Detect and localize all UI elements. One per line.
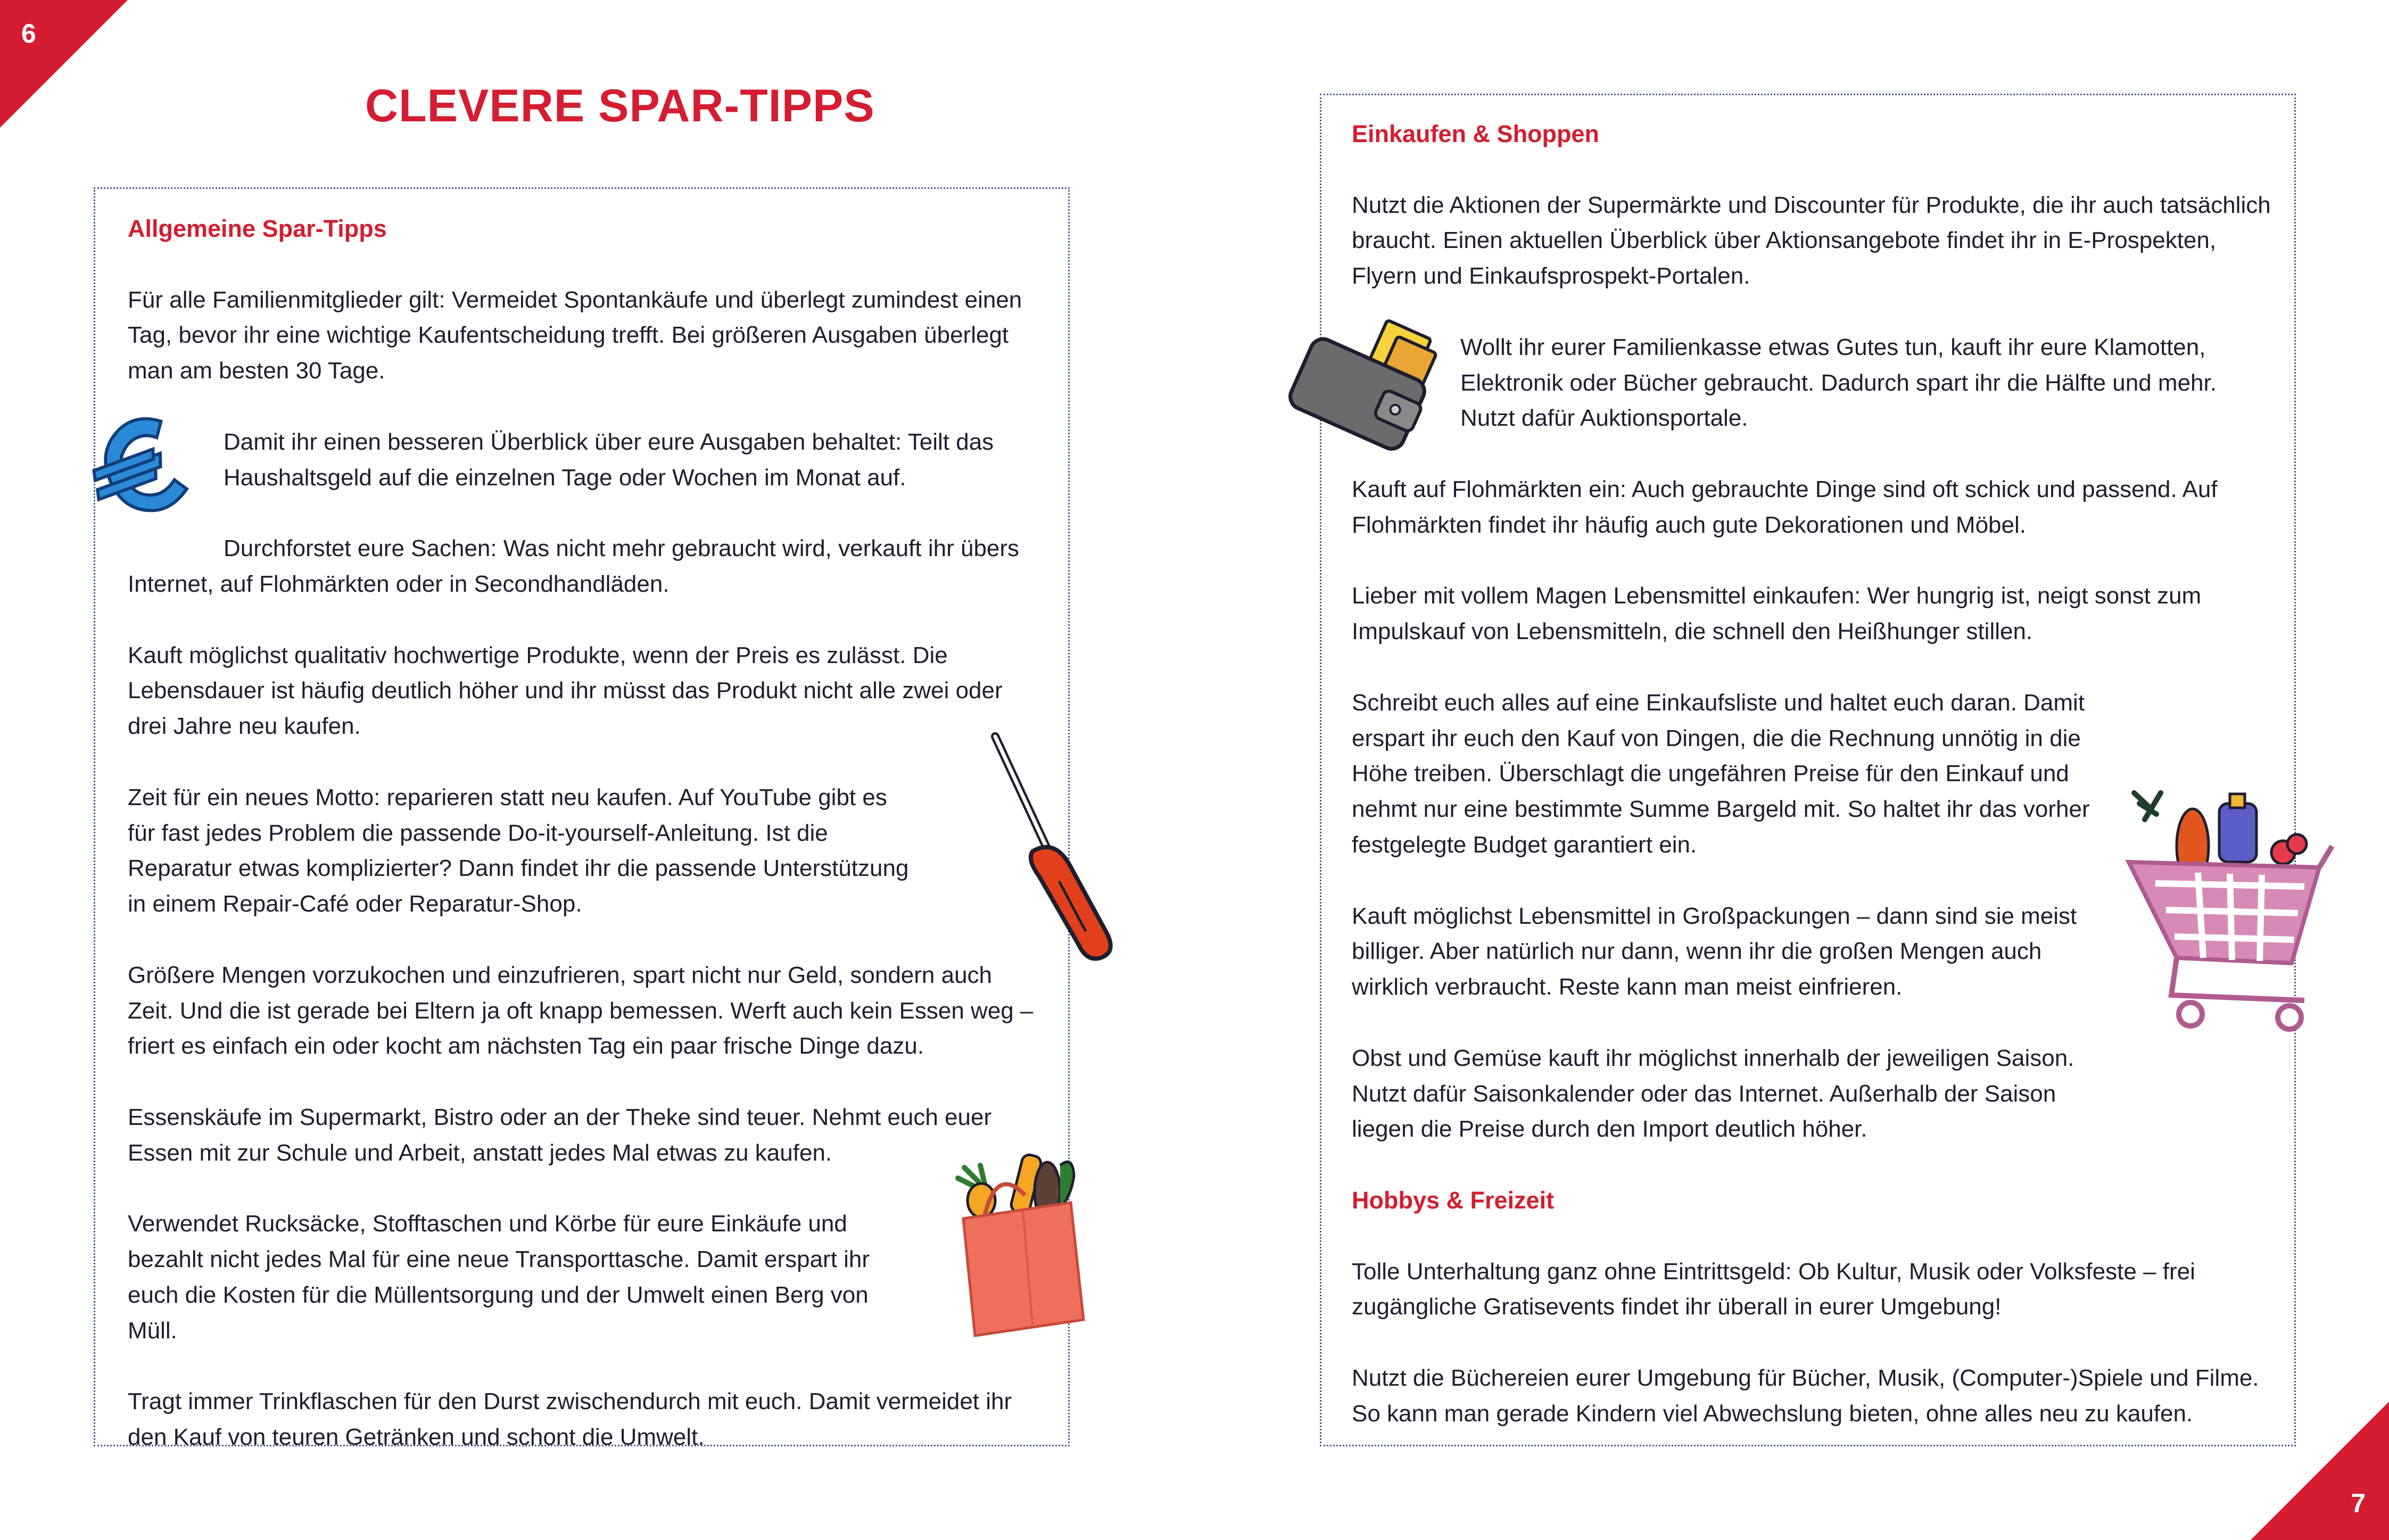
corner-triangle-left [0, 0, 128, 128]
section-heading-shopping: Einkaufen & Shoppen [1352, 120, 1600, 147]
tip-paragraph: Für alle Familienmitglieder gilt: Vermeidet Spontankäufe und überlegt zumindest einen Tag, bevor ihr eine wichtige Kaufentscheidung trefft. Bei größeren Ausgaben überlegt man am besten 30 Tage. [128, 286, 1022, 384]
tip-paragraph: Kauft möglichst qualitativ hochwertige Produkte, wenn der Preis es zulässt. Die Lebensdauer ist häufig deutlich höher und ihr müsst das Produkt nicht alle zwei oder drei Jahre neu kaufen. [128, 642, 1003, 740]
tip-paragraph: Kauft möglichst Lebensmittel in Großpackungen – dann sind sie meist billiger. Aber natürlich nur dann, wenn ihr die großen Mengen auch wirklich verbraucht. Reste kann man meist einfrieren. [1352, 903, 2077, 1000]
shopping-cart-icon [2123, 756, 2342, 1043]
page-title: CLEVERE SPAR-TIPPS [365, 80, 875, 131]
tip-paragraph: Damit ihr einen besseren Überblick über eure Ausgaben behaltet: Teilt das Haushaltsgeld auf die einzelnen Tage oder Wochen im Monat auf. [224, 428, 994, 491]
wallet-icon [1279, 303, 1439, 463]
tip-paragraph: Kauft auf Flohmärkten ein: Auch gebrauchte Dinge sind oft schick und passend. Auf Flohmärkten findet ihr häufig auch gute Dekorationen und Möbel. [1352, 476, 2218, 538]
page-number-right: 7 [2351, 1488, 2366, 1518]
page-number-left: 6 [21, 19, 36, 48]
tip-paragraph: Essenskäufe im Supermarkt, Bistro oder an der Theke sind teuer. Nehmt euch euer Essen mit zur Schule und Arbeit, anstatt jedes Mal etwas zu kaufen. [128, 1104, 992, 1166]
tip-paragraph: Tragt immer Trinkflaschen für den Durst zwischendurch mit euch. Damit vermeidet ihr den Kauf von teuren Getränken und schont die Umwelt. [128, 1388, 1012, 1451]
tip-paragraph: Nutzt die Büchereien eurer Umgebung für Bücher, Musik, (Computer-)Spiele und Filme. So kann man gerade Kindern viel Abwechslung bieten, ohne alles neu zu kaufen. [1352, 1364, 2259, 1427]
tip-paragraph: Verwendet Rucksäcke, Stofftaschen und Körbe für eure Einkäufe und bezahlt nicht jedes Mal für eine neue Transporttasche. Damit erspart ihr euch die Kosten für die Müllentsorgung und der Umwelt einen Berg von Müll. [128, 1211, 870, 1344]
section-heading-hobbies: Hobbys & Freizeit [1352, 1186, 1555, 1214]
screwdriver-icon [974, 729, 1123, 963]
euro-icon [75, 398, 213, 536]
grocery-bag-icon [954, 1144, 1092, 1341]
section-heading-general: Allgemeine Spar-Tipps [128, 215, 387, 242]
tip-paragraph: Lieber mit vollem Magen Lebensmittel einkaufen: Wer hungrig ist, neigt sonst zum Impulskauf von Lebensmitteln, die schnell den Heißhunger stillen. [1352, 583, 2202, 645]
tip-paragraph: Größere Mengen vorzukochen und einzufrieren, spart nicht nur Geld, sondern auch Zeit. Und die ist gerade bei Eltern ja oft knapp bemessen. Werft auch kein Essen weg – friert es einfach ein oder kocht am nächsten Tag ein paar frische Dinge dazu. [128, 962, 1034, 1059]
tip-paragraph: Durchforstet eure Sachen: Was nicht mehr gebraucht wird, verkauft ihr übers Internet, auf Flohmärkten oder in Secondhandläden. [128, 535, 1020, 597]
tip-paragraph: Wollt ihr eurer Familienkasse etwas Gutes tun, kauft ihr eure Klamotten, Elektronik oder Bücher gebraucht. Dadurch spart ihr die Hälfte und mehr. Nutzt dafür Auktionsportale. [1460, 334, 2217, 432]
tip-paragraph: Zeit für ein neues Motto: reparieren statt neu kaufen. Auf YouTube gibt es für fast jedes Problem die passende Do-it-yourself-Anleitung. Ist die Reparatur etwas komplizierter? Dann findet ihr die passende Unterstützung in einem Repair-Café oder Reparatur-Shop. [128, 784, 909, 917]
tip-paragraph: Nutzt die Aktionen der Supermärkte und Discounter für Produkte, die ihr auch tatsächlich braucht. Einen aktuellen Überblick über Aktionsangebote findet ihr in E-Prospekten, Flyern und Einkaufsprospekt-Portalen. [1352, 192, 2271, 289]
left-column-content [128, 211, 1038, 1455]
tip-paragraph: Schreibt euch alles auf eine Einkaufsliste und haltet euch daran. Damit erspart ihr euch den Kauf von Dingen, die die Rechnung unnötig in die Höhe treiben. Überschlagt die ungefähren Preise für den Einkauf und nehmt nur eine bestimmte Summe Bargeld mit. So haltet ihr das vorher festgelegte Budget garantiert ein. [1352, 689, 2090, 858]
tip-paragraph: Tolle Unterhaltung ganz ohne Eintrittsgeld: Ob Kultur, Musik oder Volksfeste – frei zugängliche Gratisevents findet ihr überall in eurer Umgebung! [1352, 1258, 2195, 1320]
tip-paragraph: Obst und Gemüse kauft ihr möglichst innerhalb der jeweiligen Saison. Nutzt dafür Saisonkalender oder das Internet. Außerhalb der Saison liegen die Preise durch den Import deutlich höher. [1352, 1045, 2074, 1142]
